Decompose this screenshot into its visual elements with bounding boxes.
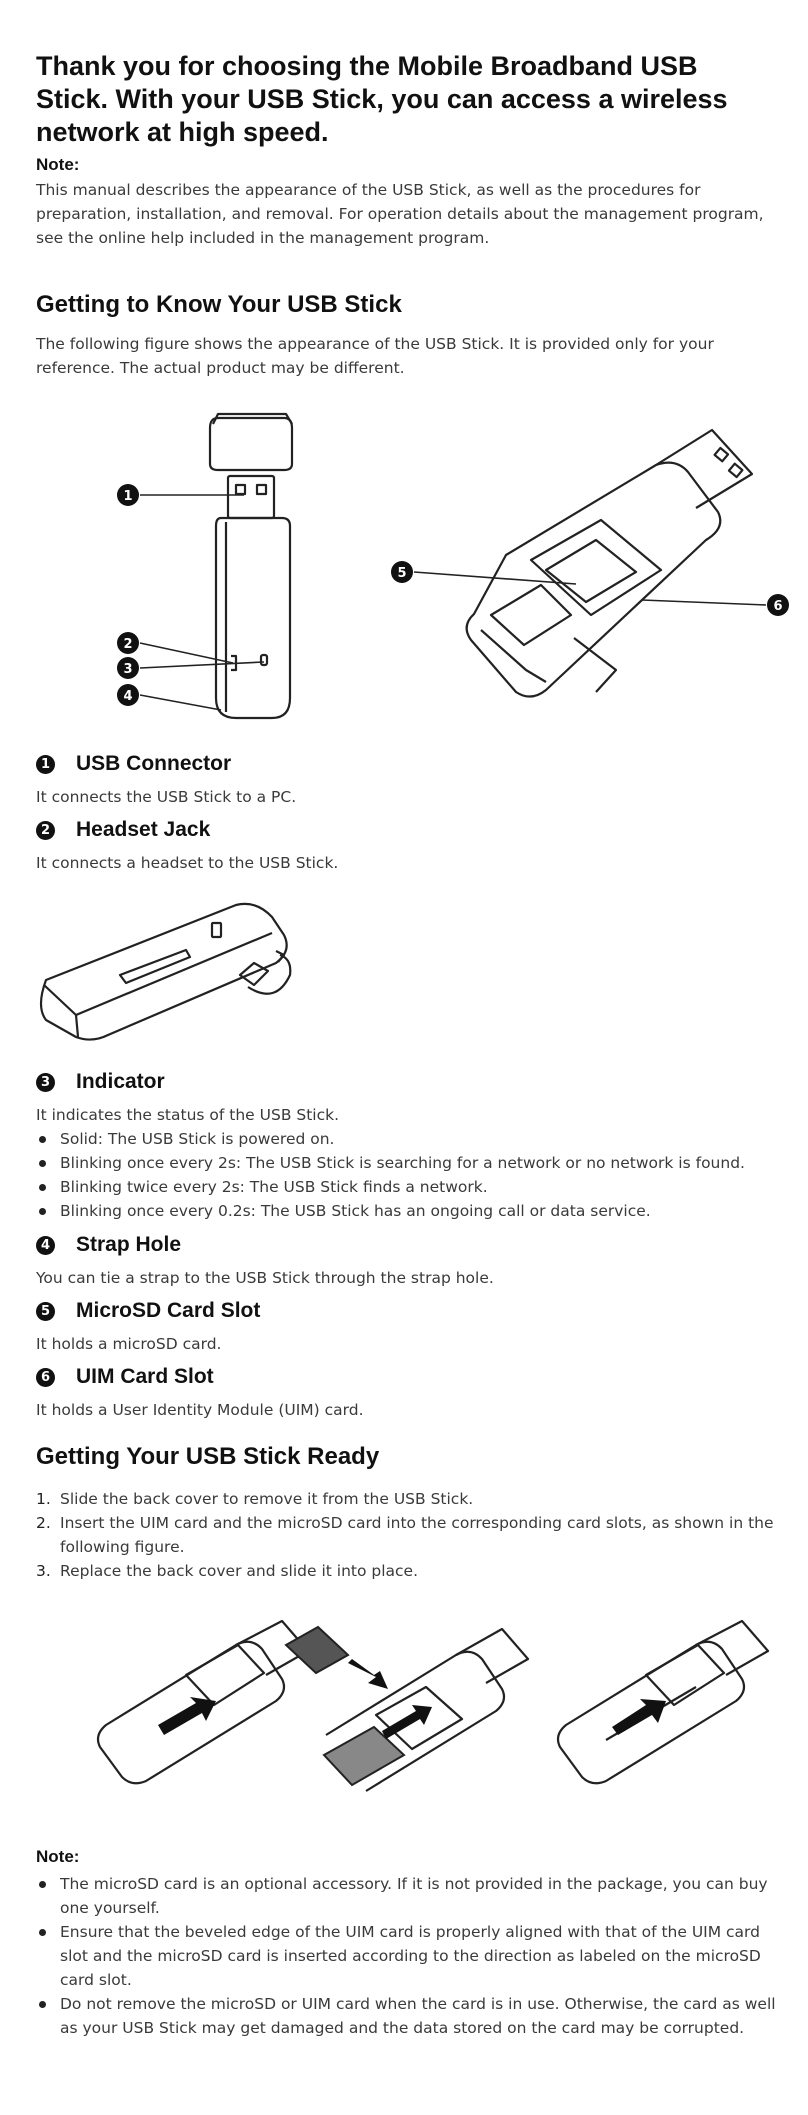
part-number-5: 5: [36, 1302, 55, 1321]
callout-5: 5: [397, 566, 407, 581]
list-item: 1. Slide the back cover to remove it from the USB Stick.: [36, 1490, 474, 1508]
figure-install-steps: [86, 1615, 786, 1790]
part-number-3: 3: [36, 1073, 55, 1092]
heading-get-ready: Getting Your USB Stick Ready: [36, 1443, 380, 1470]
know-stick-text: The following figure shows the appearance of the USB Stick. It is provided only for your reference. The actual product may be different.: [36, 335, 714, 377]
figure-stick-overview: [76, 400, 783, 730]
part-title-headset-jack: Headset Jack: [76, 818, 211, 841]
part-headset-jack-heading: [36, 818, 210, 842]
part-microsd-slot-heading: [36, 1299, 260, 1323]
indicator-states-list: [36, 1127, 796, 1223]
part-desc-usb-connector: It connects the USB Stick to a PC.: [36, 788, 297, 806]
part-title-usb-connector: USB Connector: [76, 752, 232, 775]
part-indicator-heading: [36, 1070, 165, 1094]
callout-3: 3: [123, 662, 133, 677]
part-number-4: 4: [36, 1236, 55, 1255]
list-item: Do not remove the microSD or UIM card when the card is in use. Otherwise, the card as well as your USB Stick may get damaged and the data stored on the card may be corrupted.: [36, 1992, 776, 2040]
part-usb-connector-heading: [36, 752, 231, 776]
callout-4: 4: [123, 689, 133, 704]
part-desc-indicator: It indicates the status of the USB Stick.: [36, 1106, 340, 1124]
intro-note-label: Note:: [36, 155, 80, 174]
part-uim-slot-heading: [36, 1365, 214, 1389]
callout-2: 2: [123, 637, 133, 652]
part-title-strap-hole: Strap Hole: [76, 1233, 182, 1256]
list-item: Blinking twice every 2s: The USB Stick finds a network.: [36, 1175, 796, 1199]
intro-title: Thank you for choosing the Mobile Broadband USB Stick. With your USB Stick, you can access a wireless network at high speed.: [36, 51, 728, 147]
part-title-indicator: Indicator: [76, 1070, 165, 1093]
part-number-2: 2: [36, 821, 55, 840]
final-note-label: Note:: [36, 1847, 80, 1866]
figure-headset-jack: [36, 895, 336, 1050]
final-note-list: [36, 1872, 776, 2040]
part-desc-uim-slot: It holds a User Identity Module (UIM) card.: [36, 1401, 364, 1419]
part-desc-headset-jack: It connects a headset to the USB Stick.: [36, 854, 339, 872]
callout-1: 1: [123, 489, 133, 504]
part-title-microsd-slot: MicroSD Card Slot: [76, 1299, 261, 1322]
list-item: Ensure that the beveled edge of the UIM card is properly aligned with that of the UIM card slot and the microSD card is inserted according to the direction as labeled on the microSD card slot.: [36, 1920, 776, 1992]
list-item: Solid: The USB Stick is powered on.: [36, 1127, 796, 1151]
list-item: Blinking once every 0.2s: The USB Stick has an ongoing call or data service.: [36, 1199, 796, 1223]
list-item: Blinking once every 2s: The USB Stick is searching for a network or no network is found.: [36, 1151, 796, 1175]
heading-know-stick: Getting to Know Your USB Stick: [36, 291, 402, 318]
part-desc-microsd-slot: It holds a microSD card.: [36, 1335, 222, 1353]
part-number-1: 1: [36, 755, 55, 774]
part-strap-hole-heading: [36, 1233, 181, 1257]
part-desc-strap-hole: You can tie a strap to the USB Stick through the strap hole.: [36, 1269, 494, 1287]
part-number-6: 6: [36, 1368, 55, 1387]
list-item: 3. Replace the back cover and slide it into place.: [36, 1562, 419, 1580]
setup-steps-list: [36, 1487, 776, 1583]
intro-note-text: This manual describes the appearance of the USB Stick, as well as the procedures for preparation, installation, and removal. For operation details about the management program, see the online help included in the management program.: [36, 181, 764, 247]
list-item: 2. Insert the UIM card and the microSD card into the corresponding card slots, as shown in the following figure.: [36, 1514, 774, 1556]
callout-6: 6: [773, 599, 783, 614]
list-item: The microSD card is an optional accessory. If it is not provided in the package, you can buy one yourself.: [36, 1872, 776, 1920]
part-title-uim-slot: UIM Card Slot: [76, 1365, 214, 1388]
